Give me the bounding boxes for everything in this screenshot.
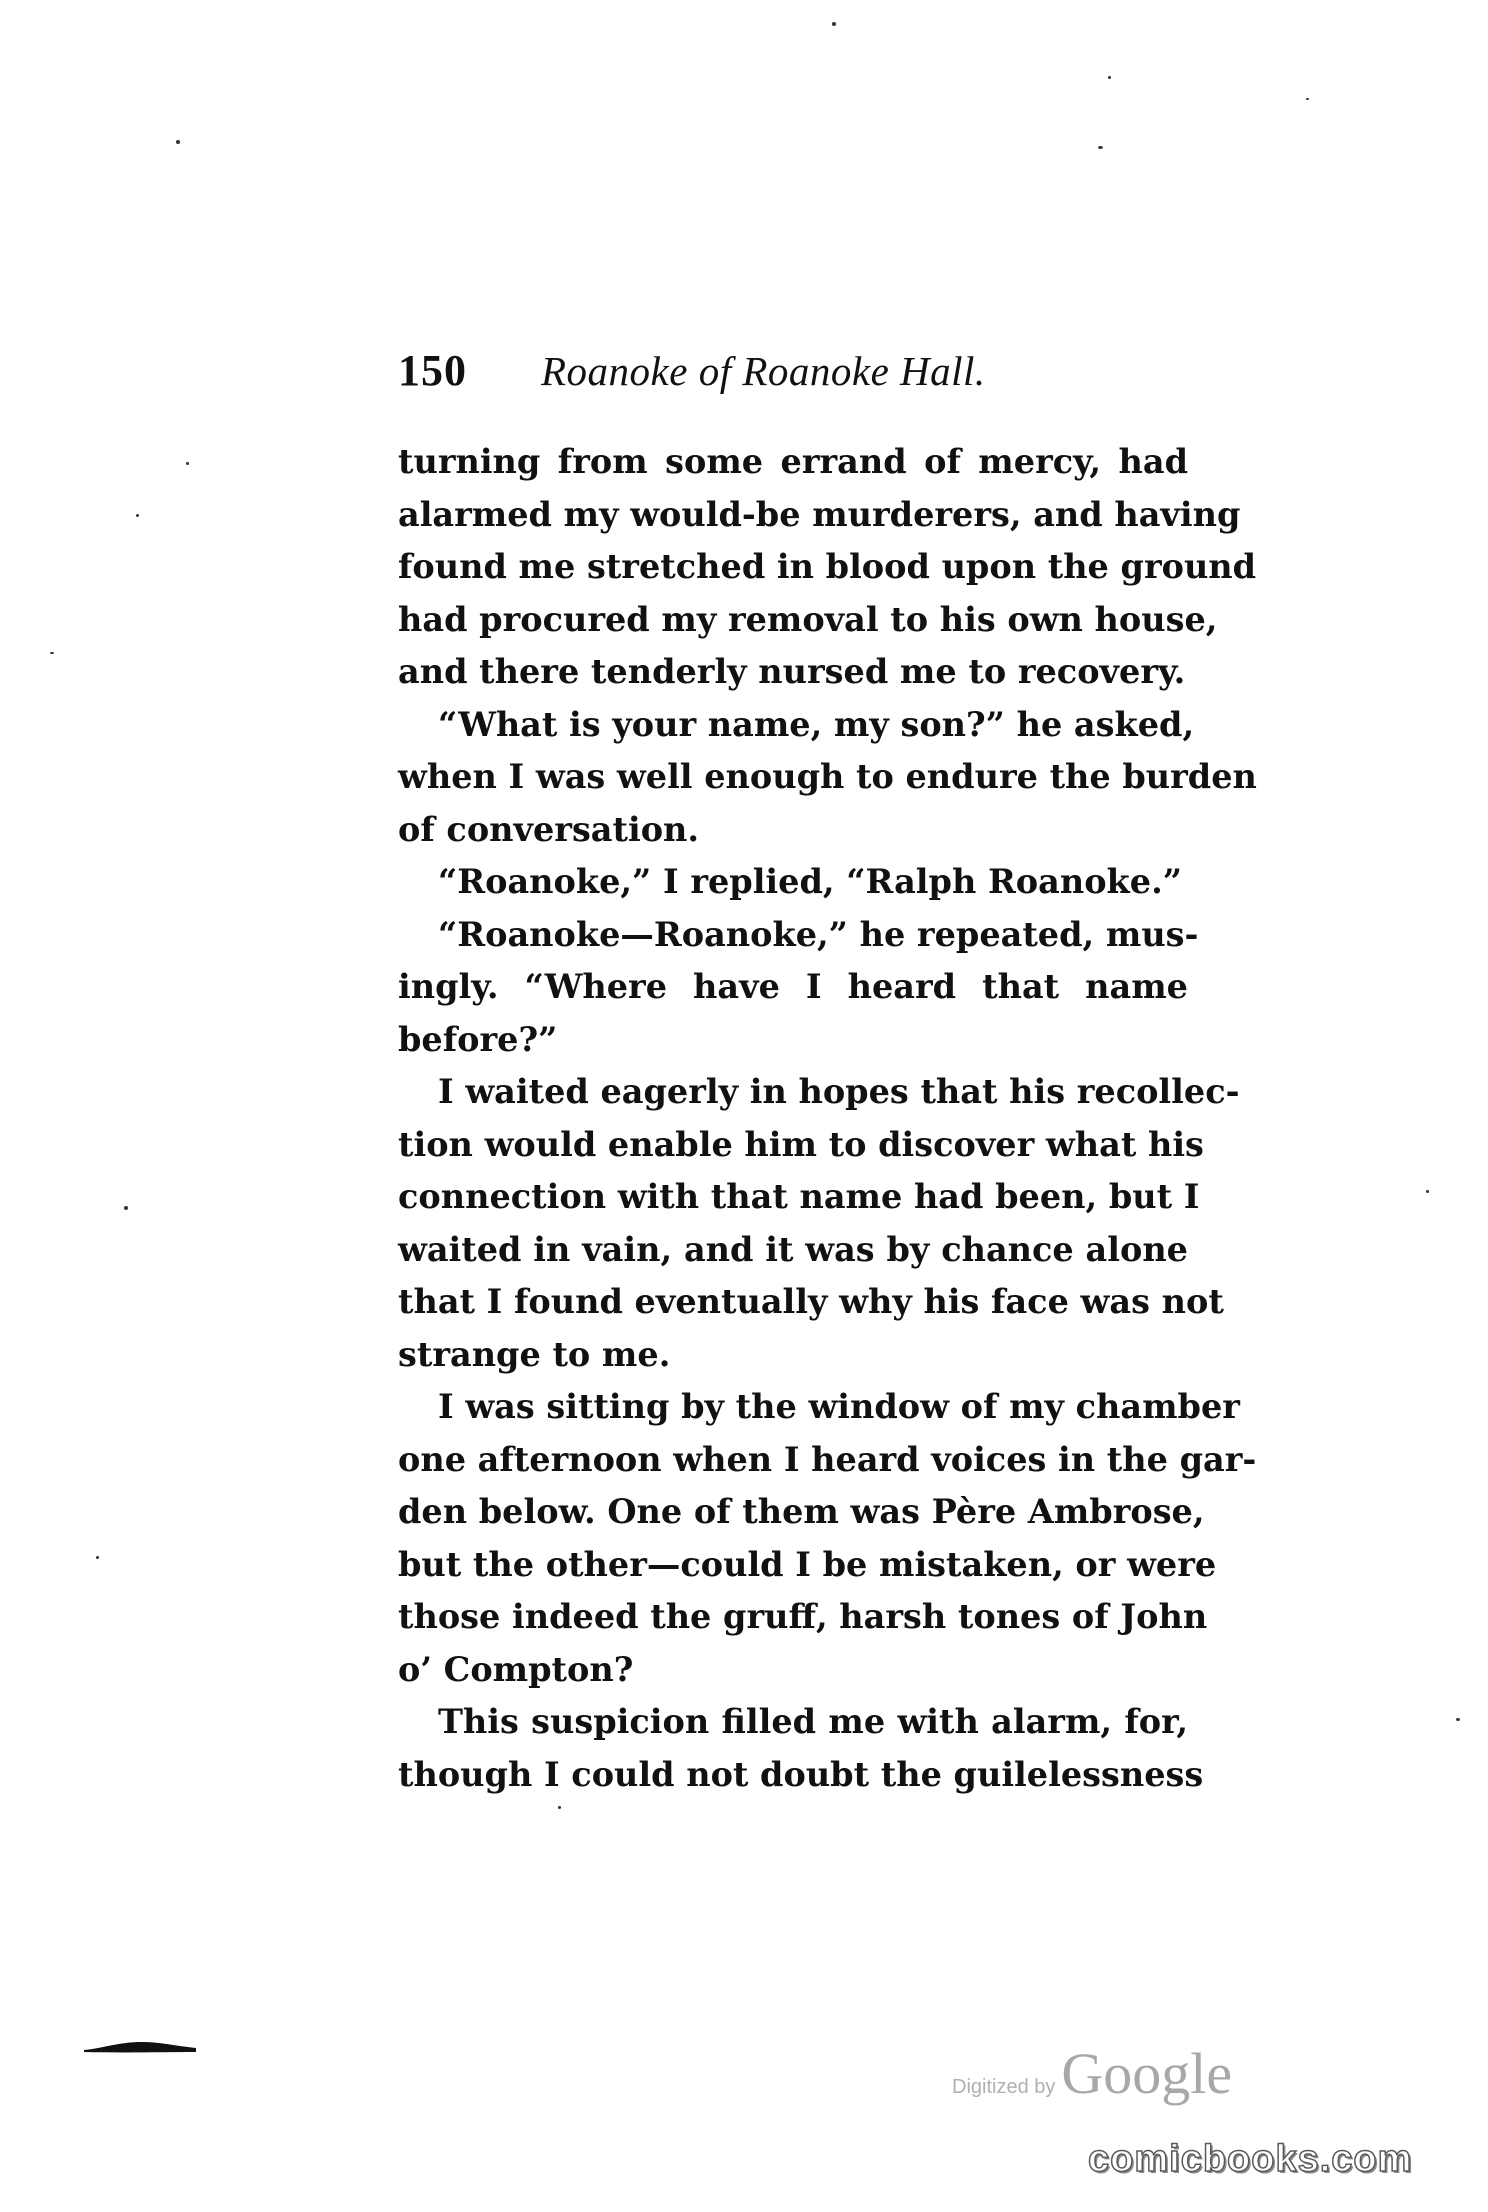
text-line: waited in vain, and it was by chance alone [398, 1229, 1188, 1269]
text-line: of conversation. [398, 809, 700, 849]
text-line: connection with that name had been, but I [398, 1177, 1200, 1216]
text-line: I was sitting by the window of my chamber [438, 1387, 1240, 1426]
text-line: o’ Compton? [398, 1649, 634, 1689]
text-line: had procured my removal to his own house, [398, 599, 1218, 639]
text-line: den below. One of them was Père Ambrose, [398, 1492, 1205, 1531]
digitized-by-text: Digitized by [952, 2076, 1056, 2098]
text-line: “Roanoke,” I replied, “Ralph Roanoke.” [438, 862, 1183, 901]
text-line: one afternoon when I heard voices in the gar- [398, 1439, 1257, 1479]
text-line: alarmed my would-be murderers, and having [398, 494, 1241, 534]
text-line: that I found eventually why his face was not [398, 1282, 1224, 1321]
page-number: 150 [398, 346, 467, 395]
text-line: but the other—could I be mistaken, or were [398, 1544, 1217, 1584]
page-header [398, 345, 1198, 405]
site-watermark: comicbooks.com [1088, 2138, 1413, 2180]
ink-smudge [84, 2040, 196, 2054]
text-line: though I could not doubt the guilelessness [398, 1754, 1204, 1794]
text-line: This suspicion filled me with alarm, for, [438, 1702, 1188, 1741]
text-line: turning from some errand of mercy, had [398, 442, 1188, 481]
google-watermark [952, 2040, 1232, 2107]
text-line: when I was well enough to endure the burden [398, 757, 1257, 796]
text-line: I waited eagerly in hopes that his recollec- [438, 1072, 1240, 1111]
text-line: those indeed the gruff, harsh tones of John [398, 1597, 1208, 1636]
body-text [398, 436, 1257, 1801]
text-line: and there tenderly nursed me to recovery. [398, 652, 1186, 691]
text-line: “What is your name, my son?” he asked, [438, 704, 1195, 744]
text-line: found me stretched in blood upon the ground [398, 547, 1257, 586]
running-title: Roanoke of Roanoke Hall. [541, 348, 986, 394]
text-line: before?” [398, 1019, 558, 1059]
text-line: “Roanoke—Roanoke,” he repeated, mus- [438, 914, 1199, 954]
text-line: ingly. “Where have I heard that name [398, 967, 1188, 1006]
text-line: strange to me. [398, 1334, 671, 1374]
google-logo: Google [1061, 2041, 1233, 2106]
text-line: tion would enable him to discover what his [398, 1124, 1204, 1164]
